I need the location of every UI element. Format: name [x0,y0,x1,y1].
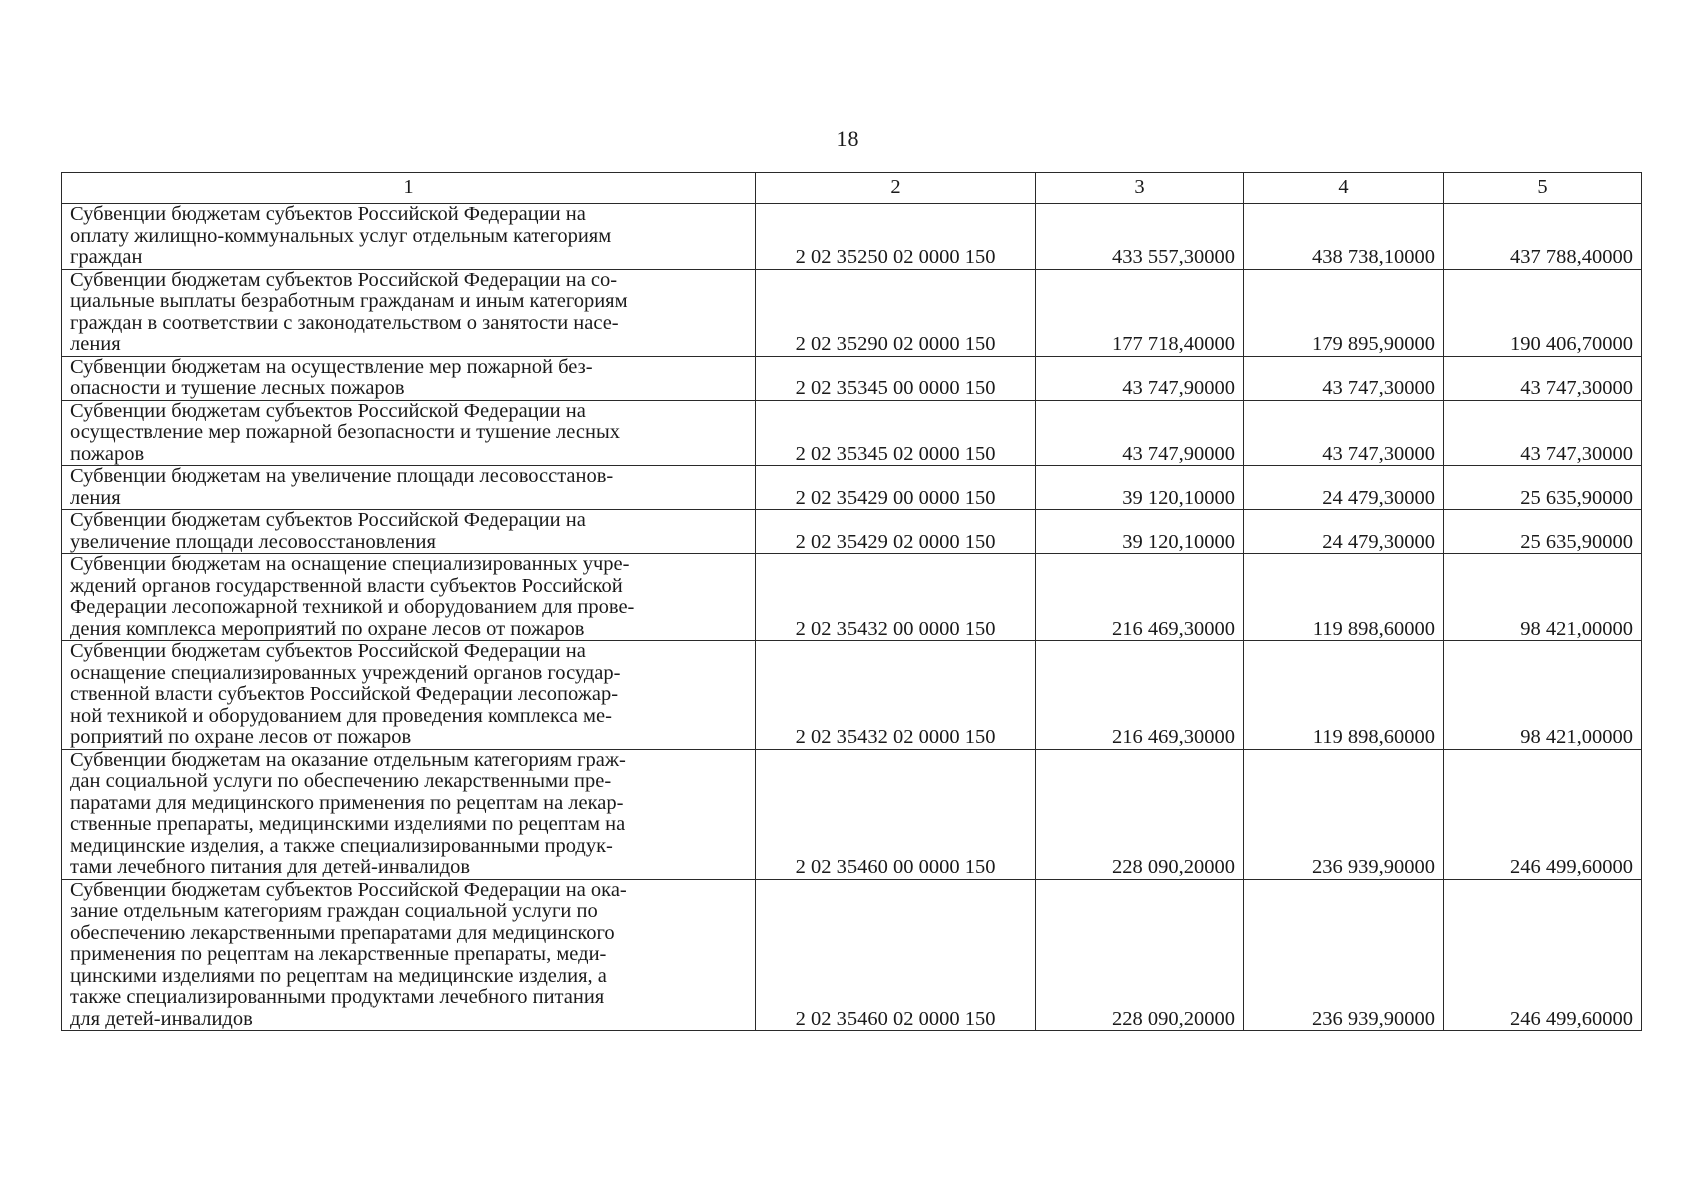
amount-col-3: 39 120,10000 [1036,510,1244,554]
amount-col-4: 236 939,90000 [1244,749,1444,879]
amount-col-3: 216 469,30000 [1036,641,1244,750]
description-line: дения комплекса мероприятий по охране лесов от пожаров [70,617,585,640]
budget-code: 2 02 35432 02 0000 150 [756,641,1036,750]
table-row [62,356,1642,400]
description-line: Субвенции бюджетам субъектов Российской Федерации на ока- [70,878,627,901]
table-row [62,466,1642,510]
description-line: граждан в соответствии с законодательством о занятости насе- [70,311,619,334]
description-line: ной техникой и оборудованием для проведения комплекса ме- [70,704,612,727]
amount-col-5: 246 499,60000 [1444,749,1642,879]
description-line: Субвенции бюджетам на оснащение специализированных учре- [70,553,630,575]
amount-col-5: 246 499,60000 [1444,879,1642,1031]
description-line: ления [70,486,121,509]
amount-col-4: 43 747,30000 [1244,356,1444,400]
column-header: 1 [62,173,756,204]
amount-col-5: 25 635,90000 [1444,510,1642,554]
description-line: цинскими изделиями по рецептам на медицинские изделия, а [70,964,607,987]
description-line: Субвенции бюджетам субъектов Российской Федерации на со- [70,268,618,291]
description-line: ления [70,333,121,355]
amount-col-5: 43 747,30000 [1444,400,1642,466]
budget-code: 2 02 35290 02 0000 150 [756,269,1036,356]
budget-code: 2 02 35460 02 0000 150 [756,879,1036,1031]
page-number: 18 [836,126,859,151]
amount-col-3: 43 747,90000 [1036,400,1244,466]
amount-col-4: 119 898,60000 [1244,641,1444,750]
budget-code: 2 02 35345 02 0000 150 [756,400,1036,466]
row-description [62,400,756,466]
description-line: Субвенции бюджетам субъектов Российской Федерации на [70,509,586,531]
budget-code: 2 02 35429 00 0000 150 [756,466,1036,510]
row-description [62,749,756,879]
amount-col-4: 43 747,30000 [1244,400,1444,466]
budget-table [61,172,1642,1031]
description-line: Федерации лесопожарной техникой и оборудованием для прове- [70,596,635,618]
amount-col-5: 437 788,40000 [1444,204,1642,270]
amount-col-3: 216 469,30000 [1036,554,1244,641]
amount-col-4: 179 895,90000 [1244,269,1444,356]
amount-col-3: 228 090,20000 [1036,749,1244,879]
header-row [62,173,1642,204]
row-description [62,510,756,554]
description-line: тами лечебного питания для детей-инвалидов [70,856,471,878]
column-header: 3 [1036,173,1244,204]
description-line: Субвенции бюджетам на осуществление мер пожарной без- [70,355,593,378]
row-description [62,554,756,641]
row-description [62,879,756,1031]
table-row [62,749,1642,879]
amount-col-5: 25 635,90000 [1444,466,1642,510]
table-row [62,269,1642,356]
row-description [62,466,756,510]
description-line: также специализированными продуктами лечебного питания [70,986,605,1008]
amount-col-5: 190 406,70000 [1444,269,1642,356]
description-line: оснащение специализированных учреждений органов государ- [70,661,621,684]
table-row [62,879,1642,1031]
description-line: пожаров [70,442,145,465]
amount-col-4: 119 898,60000 [1244,554,1444,641]
amount-col-4: 24 479,30000 [1244,510,1444,554]
column-header: 5 [1444,173,1642,204]
description-line: Субвенции бюджетам на оказание отдельным категориям граж- [70,748,626,771]
amount-col-3: 43 747,90000 [1036,356,1244,400]
description-line: Субвенции бюджетам субъектов Российской Федерации на [70,640,586,662]
amount-col-4: 438 738,10000 [1244,204,1444,270]
column-header: 2 [756,173,1036,204]
row-description [62,641,756,750]
table-row [62,204,1642,270]
description-line: ственные препараты, медицинскими изделиями по рецептам на [70,813,626,835]
description-line: медицинские изделия, а также специализированными продук- [70,834,613,857]
table-row [62,510,1642,554]
description-line: дан социальной услуги по обеспечению лекарственными пре- [70,770,612,792]
description-line: применения по рецептам на лекарственные препараты, меди- [70,943,607,965]
amount-col-4: 236 939,90000 [1244,879,1444,1031]
row-description [62,269,756,356]
amount-col-4: 24 479,30000 [1244,466,1444,510]
table-row [62,641,1642,750]
description-line: опасности и тушение лесных пожаров [70,377,405,399]
description-line: циальные выплаты безработным гражданам и иным категориям [70,290,628,312]
budget-code: 2 02 35432 00 0000 150 [756,554,1036,641]
table-body [62,204,1642,1031]
table-row [62,554,1642,641]
table-row [62,400,1642,466]
description-line: Субвенции бюджетам на увеличение площади лесовосстанов- [70,465,614,487]
description-line: увеличение площади лесовосстановления [70,530,436,553]
amount-col-5: 43 747,30000 [1444,356,1642,400]
budget-code: 2 02 35429 02 0000 150 [756,510,1036,554]
description-line: ственной власти субъектов Российской Федерации лесопожар- [70,683,619,705]
budget-code: 2 02 35250 02 0000 150 [756,204,1036,270]
description-line: оплату жилищно-коммунальных услуг отдельным категориям [70,224,612,247]
description-line: зание отдельным категориям граждан социальной услуги по [70,900,598,922]
description-line: ждений органов государственной власти субъектов Российской [70,574,623,597]
amount-col-5: 98 421,00000 [1444,641,1642,750]
description-line: Субвенции бюджетам субъектов Российской Федерации на [70,203,586,225]
description-line: обеспечению лекарственными препаратами для медицинского [70,921,615,944]
amount-col-3: 433 557,30000 [1036,204,1244,270]
description-line: осуществление мер пожарной безопасности и тушение лесных [70,421,620,443]
budget-code: 2 02 35345 00 0000 150 [756,356,1036,400]
column-header: 4 [1244,173,1444,204]
row-description [62,204,756,270]
amount-col-3: 177 718,40000 [1036,269,1244,356]
amount-col-5: 98 421,00000 [1444,554,1642,641]
description-line: Субвенции бюджетам субъектов Российской Федерации на [70,399,586,422]
amount-col-3: 228 090,20000 [1036,879,1244,1031]
description-line: паратами для медицинского применения по рецептам на лекар- [70,791,624,814]
budget-code: 2 02 35460 00 0000 150 [756,749,1036,879]
description-line: для детей-инвалидов [70,1007,253,1030]
description-line: граждан [70,246,143,268]
amount-col-3: 39 120,10000 [1036,466,1244,510]
row-description [62,356,756,400]
description-line: роприятий по охране лесов от пожаров [70,726,412,748]
